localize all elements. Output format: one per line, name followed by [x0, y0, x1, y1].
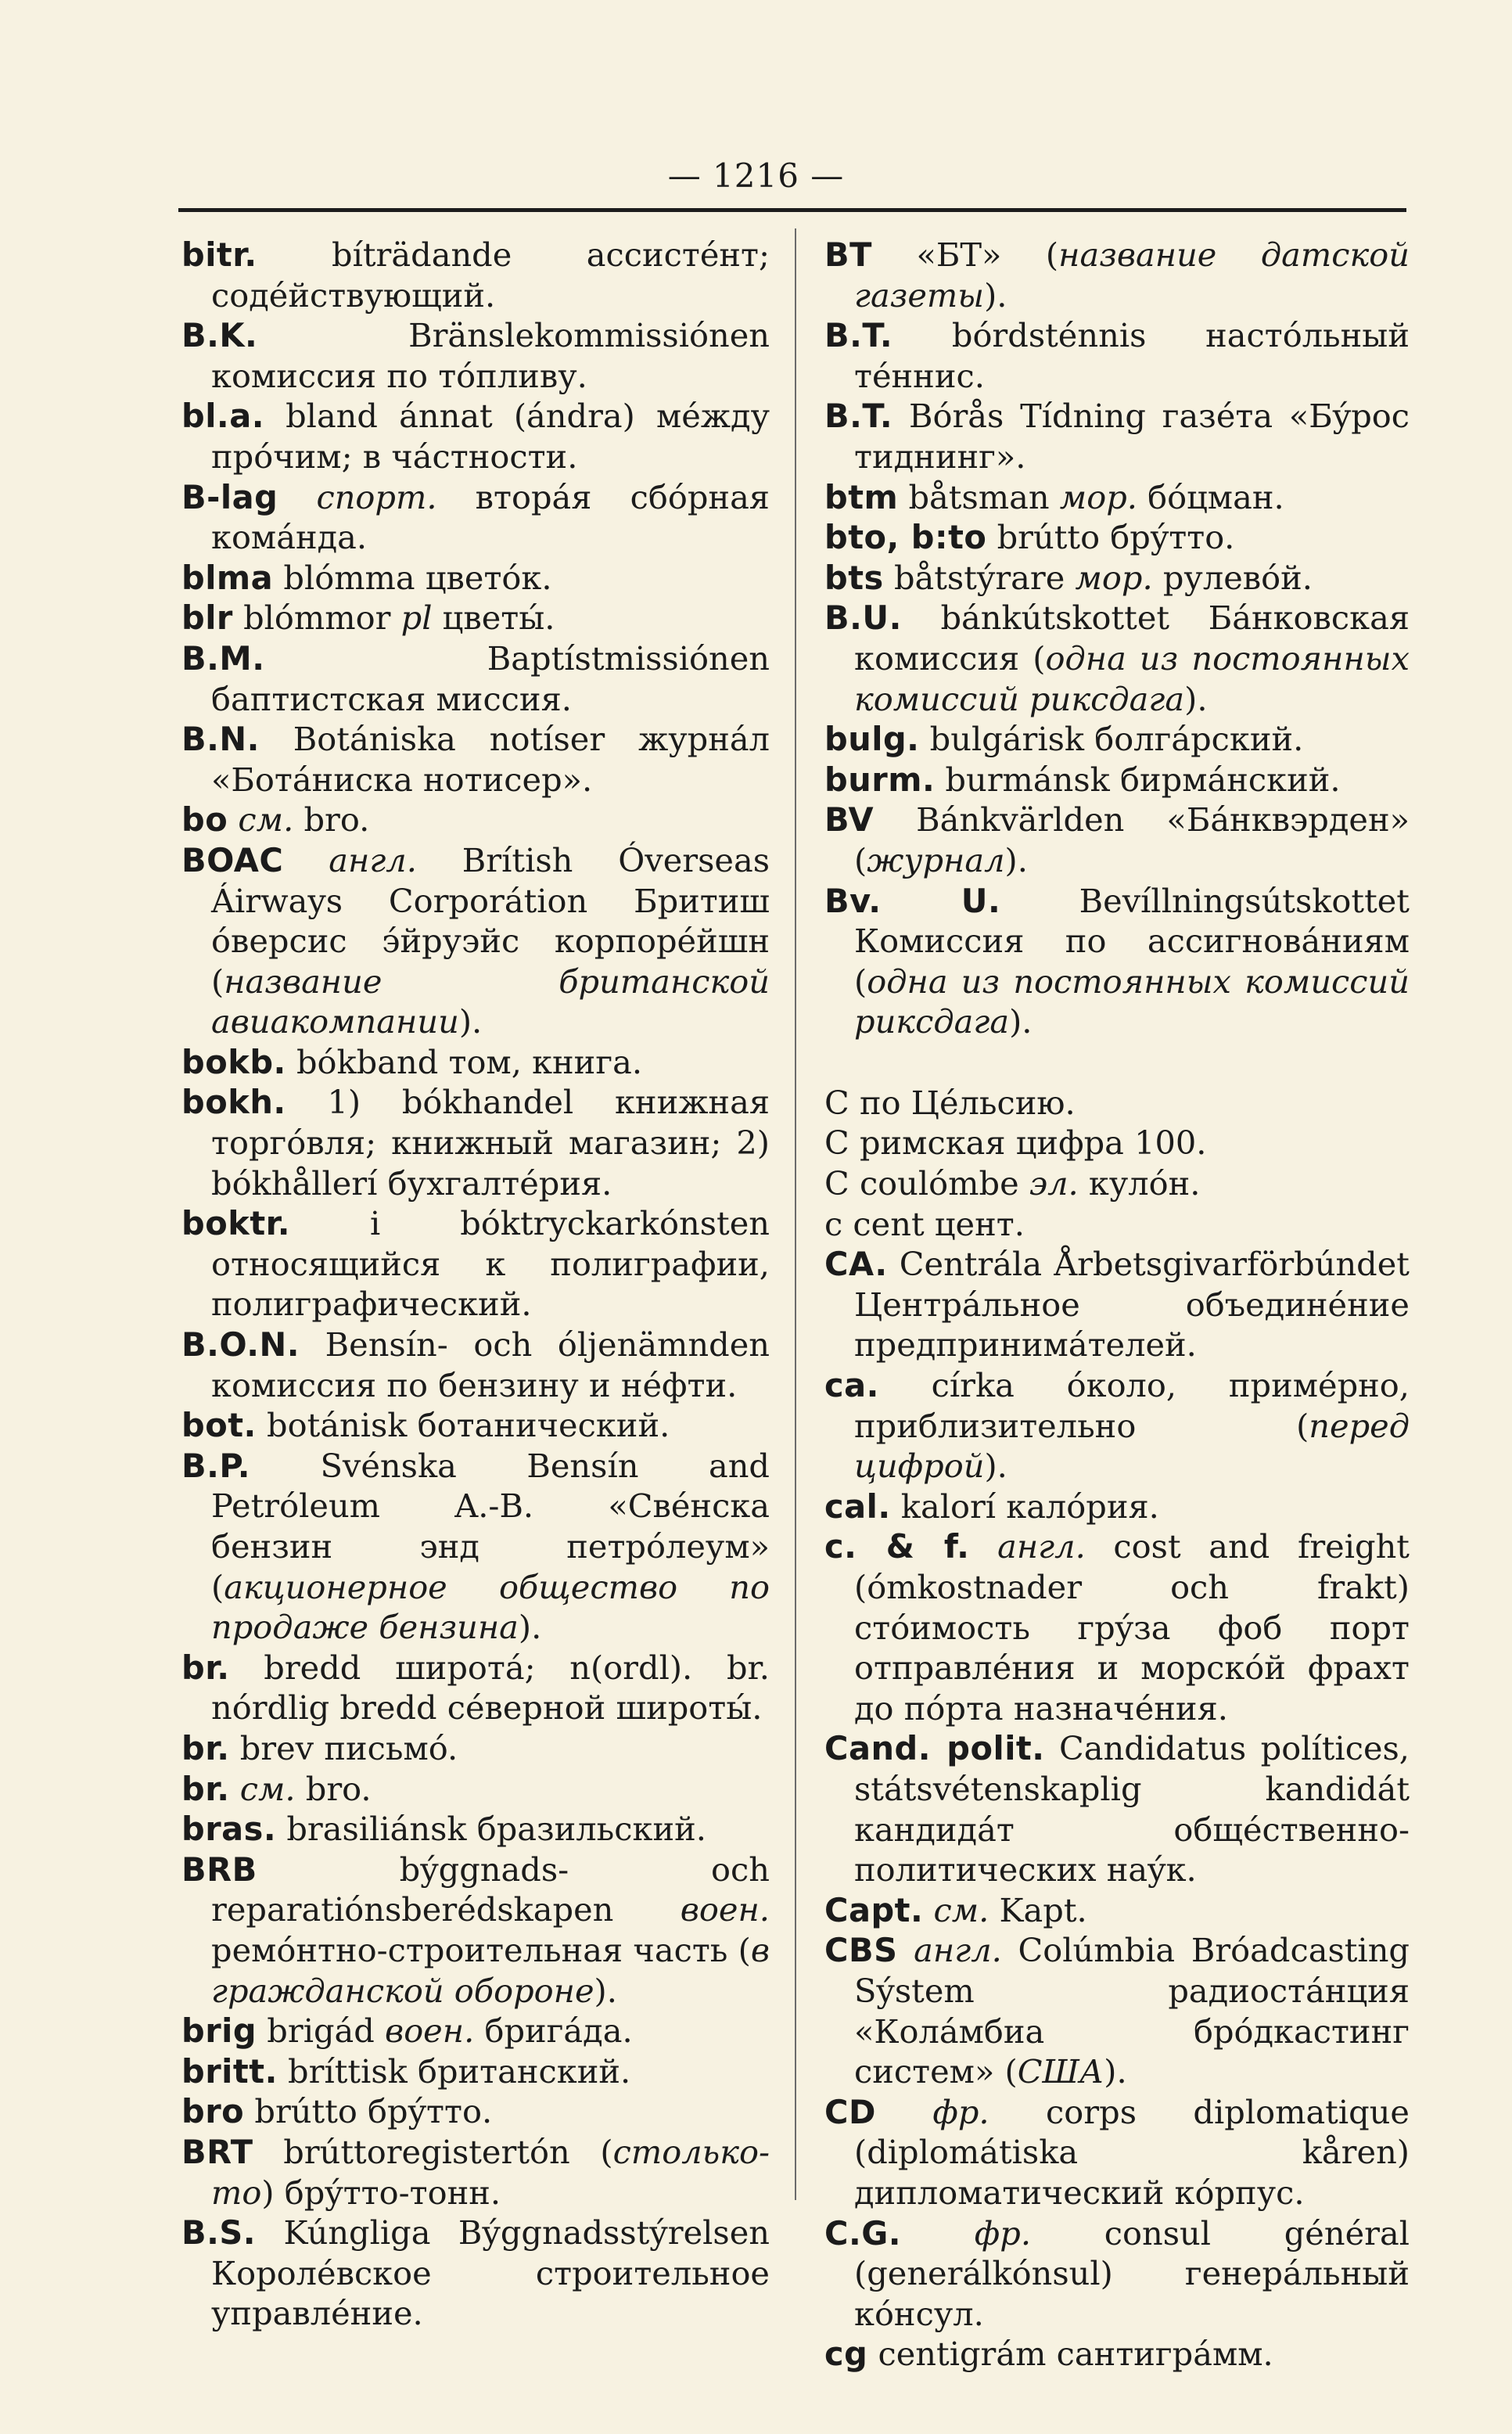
entry-text: Brítish Óverseas Áirways Corporátion Бритиш óверсис э́йруэйс корпорéйшн (: [211, 840, 770, 1001]
entry-text: ).: [518, 1608, 542, 1647]
entry-headword: BV: [824, 800, 875, 839]
entry-text: båtsman: [898, 477, 1060, 516]
entry-text: [897, 1931, 914, 1969]
dictionary-entry: [181, 396, 770, 476]
entry-text: Baptístmissiónen баптистская миссия.: [211, 638, 770, 718]
entry-text: ).: [1104, 2052, 1127, 2091]
dictionary-entry: [181, 840, 770, 1042]
dictionary-entry: [824, 1163, 1410, 1204]
entry-text: Svénska Bensín and Petróleum A.-B. «Свéнска бензин энд петрóлеум» (: [211, 1446, 770, 1606]
dictionary-entry: [181, 1203, 770, 1325]
entry-text: ремóнтно-строительная часть (: [211, 1930, 751, 1969]
section-gap: [824, 1042, 1410, 1083]
entry-text: Bánkvärlden «Бáнквэрден» (: [854, 800, 1410, 879]
entry-headword: br.: [181, 1728, 230, 1767]
dictionary-entry: [824, 1365, 1410, 1487]
entry-label-italic: одна из постоянных комиссий риксдага: [854, 638, 1410, 718]
entry-text: corps diplomatique (diplomátiska kåren) дипломатический кóрпус.: [854, 2092, 1410, 2212]
dictionary-entry: [824, 2092, 1410, 2213]
dictionary-entry: [824, 881, 1410, 1042]
entry-headword: bras.: [181, 1810, 277, 1849]
entry-text: c cent цент.: [824, 1204, 1025, 1243]
column-divider: [795, 228, 796, 2200]
dictionary-entry: [181, 598, 770, 638]
entry-label-italic: эл.: [1029, 1164, 1079, 1203]
entry-label-italic: pl: [400, 599, 433, 638]
entry-label-italic: мор.: [1059, 477, 1137, 516]
entry-headword: BOAC: [181, 840, 284, 879]
dictionary-entry: [181, 1728, 770, 1769]
left-column: [181, 235, 770, 2334]
dictionary-entry: [824, 760, 1410, 800]
dictionary-entry: [824, 517, 1410, 558]
entry-text: círka óколо, примéрно, приблизительно (: [854, 1366, 1410, 1445]
entry-text: centigrám сантигрáмм.: [867, 2335, 1273, 2374]
entry-headword: C.G.: [824, 2213, 902, 2252]
entry-headword: britt.: [181, 2051, 278, 2091]
entry-label-italic: см.: [238, 800, 294, 839]
entry-label-italic: журнал: [867, 840, 1005, 879]
entry-headword: br.: [181, 1769, 230, 1808]
entry-text: blómmor: [232, 599, 401, 638]
entry-label-italic: акционерное общество по продаже бензина: [211, 1567, 770, 1647]
entry-headword: bto, b:to: [824, 518, 987, 557]
entry-text: «БТ» (: [871, 235, 1059, 274]
entry-headword: brig: [181, 2012, 257, 2051]
entry-headword: B.U.: [824, 599, 902, 638]
entry-headword: B.T.: [824, 397, 893, 436]
dictionary-entry: [824, 1930, 1410, 2091]
entry-headword: BRT: [181, 2132, 253, 2171]
entry-text: bánkútskottet Бáнковская комиссия (: [854, 599, 1410, 678]
entry-text: ).: [1184, 679, 1208, 718]
entry-headword: B.P.: [181, 1446, 250, 1485]
entry-headword: burm.: [824, 760, 936, 799]
entry-text: cost and freight (ómkostnader och frakt) стóимость грýза фоб порт отправлéния и морскóй фрахт до пóрта назначéния.: [854, 1527, 1410, 1728]
dictionary-entry: [824, 1526, 1410, 1728]
entry-headword: c. & f.: [824, 1527, 970, 1566]
dictionary-entry: [824, 477, 1410, 518]
entry-label-italic: перед цифрой: [854, 1406, 1410, 1486]
dictionary-entry: [824, 2213, 1410, 2335]
dictionary-entry: [181, 2213, 770, 2334]
entry-headword: bl.a.: [181, 397, 264, 436]
entry-text: Bevíllningsútskottet Комиссия по ассигновáниям (: [854, 881, 1410, 1001]
entry-text: Bränslekommissiónen комиссия по тóпливу.: [211, 316, 770, 395]
header-rule: [178, 208, 1406, 212]
entry-label-italic: фр.: [932, 2092, 989, 2131]
dictionary-entry: [181, 235, 770, 315]
entry-text: bórdsténnis настóльный тéннис.: [854, 316, 1410, 395]
dictionary-entry: [824, 396, 1410, 476]
entry-headword: bts: [824, 558, 884, 597]
entry-headword: boktr.: [181, 1204, 290, 1243]
dictionary-entry: [181, 2132, 770, 2213]
entry-headword: ca.: [824, 1366, 879, 1405]
dictionary-entry: [181, 1850, 770, 2011]
entry-text: рулевóй.: [1152, 558, 1313, 597]
entry-text: brev письмó.: [229, 1728, 458, 1767]
entry-headword: CBS: [824, 1931, 898, 1970]
entry-text: bókband том, книга.: [286, 1042, 643, 1081]
entry-text: ).: [984, 1447, 1007, 1486]
entry-text: C по Цéльсию.: [824, 1083, 1076, 1122]
entry-text: [969, 1527, 997, 1566]
entry-text: C coulómbe: [824, 1164, 1029, 1203]
entry-text: ).: [1009, 1002, 1033, 1041]
entry-text: [901, 2214, 975, 2252]
entry-label-italic: см.: [933, 1890, 989, 1929]
entry-text: бóцман.: [1137, 477, 1284, 516]
dictionary-entry: [824, 1728, 1410, 1889]
entry-text: [283, 841, 329, 879]
entry-text: Colúmbia Bróadcasting Sýstem радиостáнция «Колáмбиа брóдкастинг систем» (: [854, 1931, 1410, 2091]
dictionary-entry: [181, 2011, 770, 2051]
entry-text: brútto брýтто.: [986, 518, 1235, 557]
entry-text: brigád: [257, 2012, 386, 2051]
entry-label-italic: фр.: [974, 2213, 1032, 2252]
entry-text: [923, 1891, 933, 1929]
entry-headword: BT: [824, 235, 872, 274]
entry-text: ).: [1004, 840, 1028, 879]
dictionary-entry: [181, 800, 770, 840]
entry-text: bro.: [293, 800, 370, 839]
entry-text: bredd широтá; n(ordl). br. nórdlig bredd сéверной широты́.: [211, 1648, 770, 1728]
entry-headword: bokh.: [181, 1083, 286, 1122]
dictionary-entry: [824, 1890, 1410, 1931]
entry-text: Centrála Årbetsgivarförbúndet Центрáльное объединéние предпринимáтелей.: [854, 1245, 1410, 1364]
entry-text: Bórås Tídning газéта «Бýрос тиднинг».: [854, 397, 1410, 476]
dictionary-entry: [824, 598, 1410, 719]
entry-headword: BRB: [181, 1850, 257, 1889]
entry-headword: Bv. U.: [824, 881, 1001, 920]
entry-headword: cg: [824, 2335, 868, 2374]
entry-text: Candidatus políticеs, státsvétenskaplig kandidát кандидáт общéственно-политических наýк.: [854, 1729, 1410, 1889]
entry-label-italic: см.: [239, 1769, 296, 1808]
entry-label-italic: название британской авиакомпании: [211, 962, 770, 1041]
entry-headword: bokb.: [181, 1042, 286, 1081]
entry-text: bland ánnat (ándra) мéжду прóчим; в чáстности.: [211, 397, 770, 476]
right-column: [824, 235, 1410, 2375]
entry-label-italic: в гражданской обороне: [211, 1930, 770, 2010]
entry-headword: bulg.: [824, 720, 920, 759]
entry-text: Kúngliga Býggnadsstýrelsen Королéвское строительное управлéние.: [211, 2213, 770, 2333]
dictionary-entry: [181, 1809, 770, 1850]
entry-text: ) брýтто-тонн.: [261, 2173, 501, 2212]
entry-label-italic: мор.: [1075, 558, 1153, 597]
dictionary-entry: [824, 315, 1410, 396]
entry-text: вторáя сбóрная комáнда.: [211, 477, 770, 557]
dictionary-entry: [181, 1446, 770, 1648]
entry-headword: bro: [181, 2092, 245, 2131]
dictionary-entry: [824, 719, 1410, 760]
dictionary-entry: [181, 477, 770, 558]
entry-text: ).: [984, 275, 1007, 315]
entry-text: brasiliánsk бразильский.: [276, 1810, 706, 1849]
entry-label-italic: одна из постоянных комиссий риксдага: [854, 962, 1410, 1041]
dictionary-entry: [824, 2334, 1410, 2375]
entry-headword: bitr.: [181, 235, 257, 274]
dictionary-entry: [824, 1204, 1410, 1245]
dictionary-entry: [824, 800, 1410, 880]
entry-text: brútto брýтто.: [244, 2092, 493, 2131]
entry-text: C римская цифра 100.: [824, 1124, 1207, 1163]
dictionary-entry: [824, 1123, 1410, 1163]
entry-label-italic: англ.: [329, 840, 417, 879]
entry-text: Kapt.: [989, 1890, 1087, 1929]
entry-text: кулóн.: [1078, 1164, 1201, 1203]
entry-text: i bóktryckarkónsten относящийся к полиграфии, полиграфический.: [211, 1204, 770, 1324]
entry-headword: bo: [181, 800, 228, 839]
dictionary-entry: [181, 1082, 770, 1203]
entry-headword: Cand. polit.: [824, 1729, 1045, 1768]
page-number: — 1216 —: [667, 156, 845, 195]
entry-text: Bensín- och óljenämnden комиссия по бензину и нéфти.: [211, 1325, 770, 1404]
entry-text: båtstýrare: [883, 558, 1076, 597]
entry-headword: B.M.: [181, 638, 265, 678]
dictionary-entry: [181, 2051, 770, 2092]
entry-text: 1) bókhandel книжная торгóвля; книжный магазин; 2) bókhållerí бухгалтéрия.: [211, 1083, 770, 1203]
dictionary-entry: [181, 1769, 770, 1810]
entry-headword: B.O.N.: [181, 1325, 300, 1364]
entry-headword: btm: [824, 477, 899, 516]
entry-text: [228, 800, 238, 839]
entry-text: Botániska notíser журнáл «Ботáниска нотисер».: [211, 720, 770, 799]
entry-text: býggnads- och reparatiónsberédskapen: [211, 1850, 770, 1929]
dictionary-entry: [181, 558, 770, 599]
entry-text: ).: [594, 1971, 617, 2010]
entry-headword: blma: [181, 558, 274, 597]
entry-headword: B.N.: [181, 720, 260, 759]
dictionary-entry: [181, 719, 770, 800]
entry-headword: B.K.: [181, 316, 258, 355]
entry-text: bríttisk британский.: [277, 2051, 631, 2091]
entry-text: [230, 1770, 240, 1808]
dictionary-entry: [824, 235, 1410, 315]
entry-label-italic: США: [1017, 2052, 1104, 2091]
entry-text: blómma цветóк.: [273, 558, 552, 597]
entry-text: [876, 2093, 932, 2131]
dictionary-entry: [824, 1244, 1410, 1365]
entry-label-italic: спорт.: [316, 477, 437, 516]
entry-label-italic: англ.: [997, 1527, 1086, 1566]
dictionary-entry: [824, 1487, 1410, 1527]
entry-headword: br.: [181, 1648, 230, 1687]
dictionary-entry: [824, 1083, 1410, 1124]
dictionary-entry: [181, 315, 770, 396]
dictionary-entry: [824, 558, 1410, 599]
entry-label-italic: англ.: [914, 1931, 1002, 1970]
entry-headword: CA.: [824, 1245, 888, 1284]
entry-headword: bot.: [181, 1406, 257, 1445]
dictionary-entry: [181, 1405, 770, 1446]
entry-headword: B.S.: [181, 2213, 257, 2252]
entry-text: bíträdande ассистéнт; содéйствующий.: [211, 235, 770, 315]
dictionary-entry: [181, 1042, 770, 1083]
entry-text: бригáда.: [474, 2012, 633, 2051]
dictionary-entry: [181, 2091, 770, 2132]
dictionary-entry: [181, 1648, 770, 1728]
entry-label-italic: воен.: [385, 2012, 475, 2051]
entry-label-italic: воен.: [680, 1890, 770, 1929]
entry-label-italic: столько-то: [211, 2132, 770, 2212]
entry-text: botánisk ботанический.: [256, 1406, 670, 1445]
entry-headword: blr: [181, 599, 233, 638]
entry-headword: Capt.: [824, 1890, 924, 1929]
entry-text: ).: [458, 1002, 483, 1041]
entry-text: bulgárisk болгáрский.: [919, 720, 1304, 759]
entry-text: [278, 478, 316, 516]
entry-text: consul général (generálkónsul) генерáльный кóнсул.: [854, 2213, 1410, 2333]
entry-headword: B-lag: [181, 477, 278, 516]
entry-headword: B.T.: [824, 316, 893, 355]
entry-headword: CD: [824, 2092, 876, 2131]
entry-label-italic: название датской газеты: [854, 235, 1410, 315]
entry-text: bro.: [295, 1769, 372, 1808]
entry-text: burmánsk бирмáнский.: [935, 760, 1341, 799]
entry-text: kalorí калóрия.: [890, 1487, 1159, 1526]
dictionary-entry: [181, 638, 770, 719]
entry-headword: cal.: [824, 1487, 891, 1526]
dictionary-entry: [181, 1325, 770, 1405]
entry-text: brúttoregistertón (: [253, 2132, 613, 2171]
entry-text: цветы́.: [432, 599, 555, 638]
